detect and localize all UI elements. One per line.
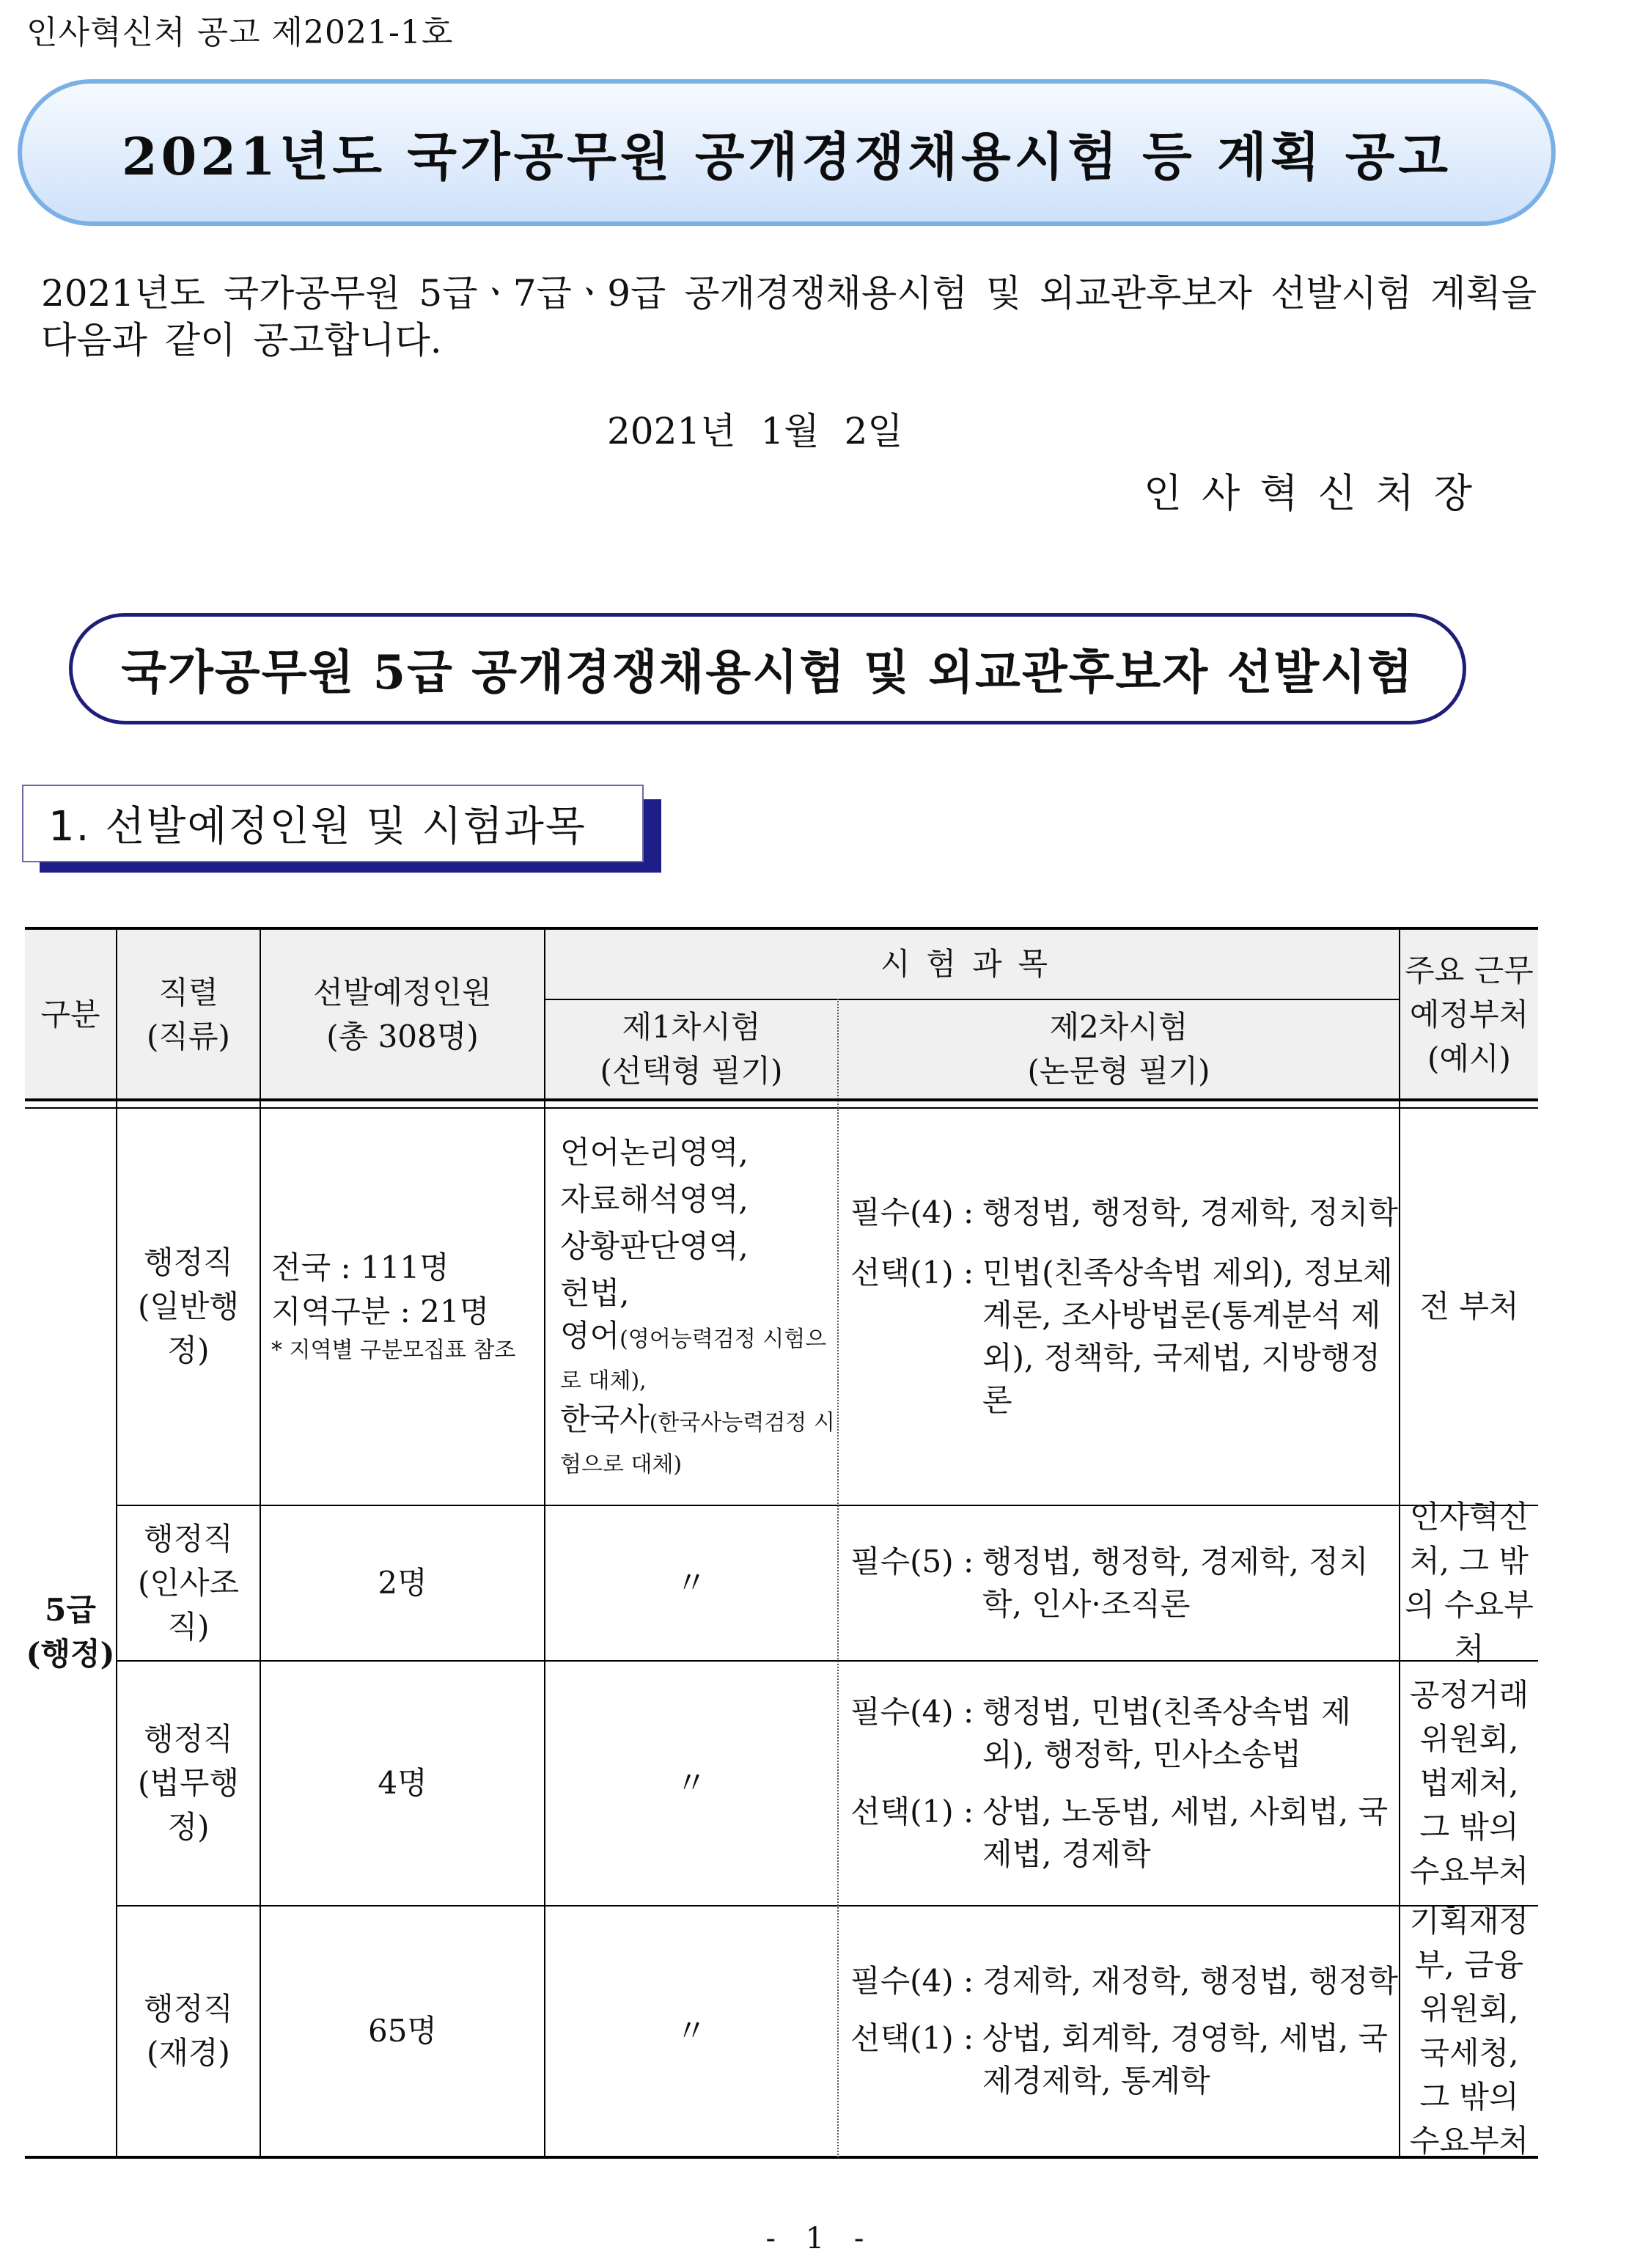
notice-date: 2021년 1월 2일 [607, 410, 903, 452]
intro-paragraph: 2021년도 국가공무원 5급ㆍ7급ㆍ9급 공개경쟁채용시험 및 외교관후보자 선발시험 계획을 다음과 같이 공고합니다. [41, 272, 1537, 362]
row4-quota: 65명 [367, 2013, 437, 2049]
th-quota: 선발예정인원 (총 308명) [313, 975, 492, 1054]
row1-first-exam: 언어논리영역, 자료해석영역, 상황판단영역, 헌법, 영어(영어능력검정 시험으로 대체), 한국사(한국사능력검정 시험으로 대체) [560, 1134, 835, 1478]
row1-quota: 전국 : 111명 지역구분 : 21명 * 지역별 구분모집표 참조 [271, 1249, 516, 1363]
row3-series: 행정직 (법무행정) [137, 1721, 240, 1845]
th-series: 직렬 (직류) [147, 975, 230, 1054]
title-banner [18, 79, 1556, 226]
group-label: 5급 (행정) [26, 1592, 115, 1672]
section-heading: 1. 선발예정인원 및 시험과목 [48, 803, 586, 851]
row2-first-exam: 〃 [675, 1565, 707, 1601]
row2-second-exam: 필수(5) : 행정법, 행정학, 경제학, 정치학, 인사·조직론 [850, 1544, 1369, 1622]
th-category: 구분 [40, 997, 100, 1032]
row4-second-exam: 필수(4) : 경제학, 재정학, 행정법, 행정학 선택(1) : 상법, 회계학, 경영학, 세법, 국제경제학, 통계학 [850, 1963, 1398, 2099]
row4-series: 행정직 (재경) [144, 1991, 233, 2071]
row1-department: 전 부처 [1419, 1288, 1519, 1324]
row2-quota: 2명 [378, 1565, 427, 1601]
row2-series: 행정직 (인사조직) [137, 1521, 240, 1645]
th-first-exam: 제1차시험 (선택형 필기) [600, 1009, 783, 1089]
notice-number: 인사혁신처 공고 제2021-1호 [26, 14, 454, 51]
section-title-banner [69, 613, 1466, 724]
row2-department: 인사혁신처, 그 밖의 수요부처 [1405, 1499, 1534, 1667]
row1-series: 행정직 (일반행정) [137, 1244, 240, 1368]
row3-first-exam: 〃 [675, 1765, 707, 1801]
row4-department: 기획재정부, 금융위원회, 국세청, 그 밖의 수요부처 [1409, 1903, 1529, 2159]
th-subjects: 시험과목 [880, 946, 1064, 982]
th-second-exam: 제2차시험 (논문형 필기) [1027, 1009, 1210, 1089]
row1-second-exam: 필수(4) : 행정법, 행정학, 경제학, 정치학 선택(1) : 민법(친족상속법 제외), 정보체계론, 조사방법론(통계분석 제외), 정책학, 국제법, 지방행정론 [850, 1194, 1398, 1418]
row3-quota: 4명 [378, 1765, 427, 1801]
signer: 인사혁신처장 [1144, 470, 1492, 516]
row3-second-exam: 필수(4) : 행정법, 민법(친족상속법 제외), 행정학, 민사소송법 선택(1) : 상법, 노동법, 세법, 사회법, 국제법, 경제학 [850, 1694, 1389, 1872]
th-department: 주요 근무 예정부처 (예시) [1405, 953, 1534, 1076]
page-title: 2021년도 국가공무원 공개경쟁채용시험 등 계획 공고 [121, 125, 1452, 187]
row3-department: 공정거래위원회, 법제처, 그 밖의 수요부처 [1409, 1677, 1529, 1889]
page-number: - 1 - [765, 2222, 875, 2256]
row4-first-exam: 〃 [675, 2013, 707, 2049]
col-line-dotted [837, 999, 839, 2157]
table-bottom-rule [25, 2156, 1538, 2159]
section-title: 국가공무원 5급 공개경쟁채용시험 및 외교관후보자 선발시험 [121, 645, 1414, 700]
heading-box [22, 785, 644, 862]
